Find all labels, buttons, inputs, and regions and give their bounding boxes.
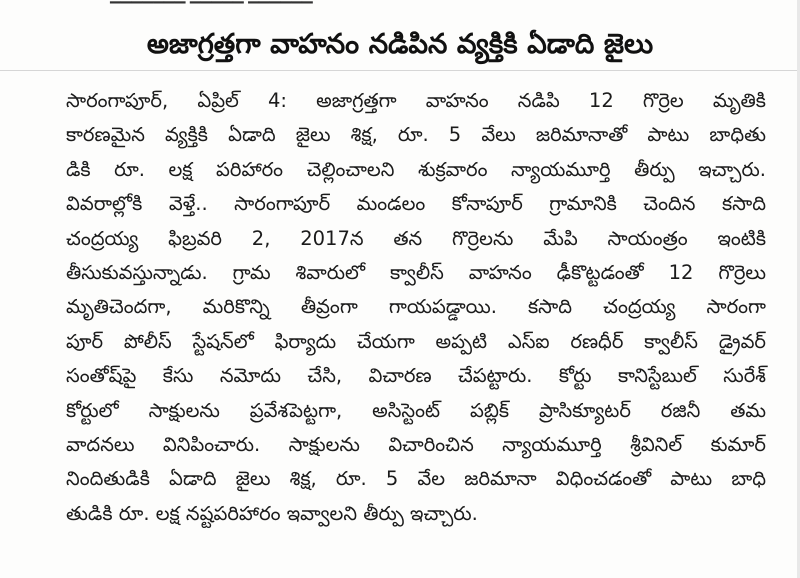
article-line: సంతోష్‌పై కేసు నమోదు చేసి, విచారణ చేపట్టారు. కోర్టు కానిస్టేబుల్ సురేశ్ — [66, 364, 766, 388]
article-line: తీసుకువస్తున్నాడు. గ్రామ శివారులో క్వాలీస్ వాహనం ఢీకొట్టడంతో 12 గొర్రెలు — [66, 260, 766, 284]
article-line: డికి రూ. లక్ష పరిహారం చెల్లించాలని శుక్రవారం న్యాయమూర్తి తీర్పు ఇచ్చారు. — [66, 157, 766, 181]
article-line: నిందితుడికి ఏడాది జైలు శిక్ష, రూ. 5 వేల జరిమానా విధించడంతో పాటు బాధి — [66, 467, 766, 491]
article-line: సారంగాపూర్, ఏప్రిల్ 4: అజాగ్రత్తగా వాహనం నడిపి 12 గొర్రెల మృతికి — [66, 89, 766, 112]
article-line: మృతిచెందగా, మరికొన్ని తీవ్రంగా గాయపడ్డాయి. కసాది చంద్రయ్య సారంగా — [66, 295, 766, 319]
article-body — [66, 84, 766, 531]
article-headline: అజాగ్రత్తగా వాహనం నడిపిన వ్యక్తికి ఏడాది జైలు — [146, 28, 654, 60]
article-line: పూర్ పోలీస్ స్టేషన్‌లో ఫిర్యాదు చేయగా అప్పటి ఎస్ఐ రణధీర్ క్వాలీస్ డ్రైవర్ — [66, 329, 766, 353]
article-line: వివరాల్లోకి వెళ్తే.. సారంగాపూర్ మండలం కోనాపూర్ గ్రామానికి చెందిన కసాది — [66, 192, 766, 216]
article-line: కారణమైన వ్యక్తికి ఏడాది జైలు శిక్ష, రూ. 5 వేలు జరిమానాతో పాటు బాధితు — [66, 123, 766, 147]
previous-article-cut-text — [110, 0, 470, 3]
headline-divider — [0, 70, 800, 71]
article-line: తుడికి రూ. లక్ష నష్టపరిహారం ఇవ్వాలని తీర్పు ఇచ్చారు. — [66, 501, 478, 525]
article-line: వాదనలు వినిపించారు. సాక్షులను విచారించిన న్యాయమూర్తి శ్రీవినిల్ కుమార్ — [66, 432, 766, 456]
article-line: చంద్రయ్య ఫిబ్రవరి 2, 2017న తన గొర్రెలను మేపి సాయంత్రం ఇంటికి — [66, 226, 766, 250]
article-line: కోర్టులో సాక్షులను ప్రవేశపెట్టగా, అసిస్టెంట్ పబ్లిక్ ప్రాసిక్యూటర్ రజినీ తమ — [66, 398, 766, 422]
